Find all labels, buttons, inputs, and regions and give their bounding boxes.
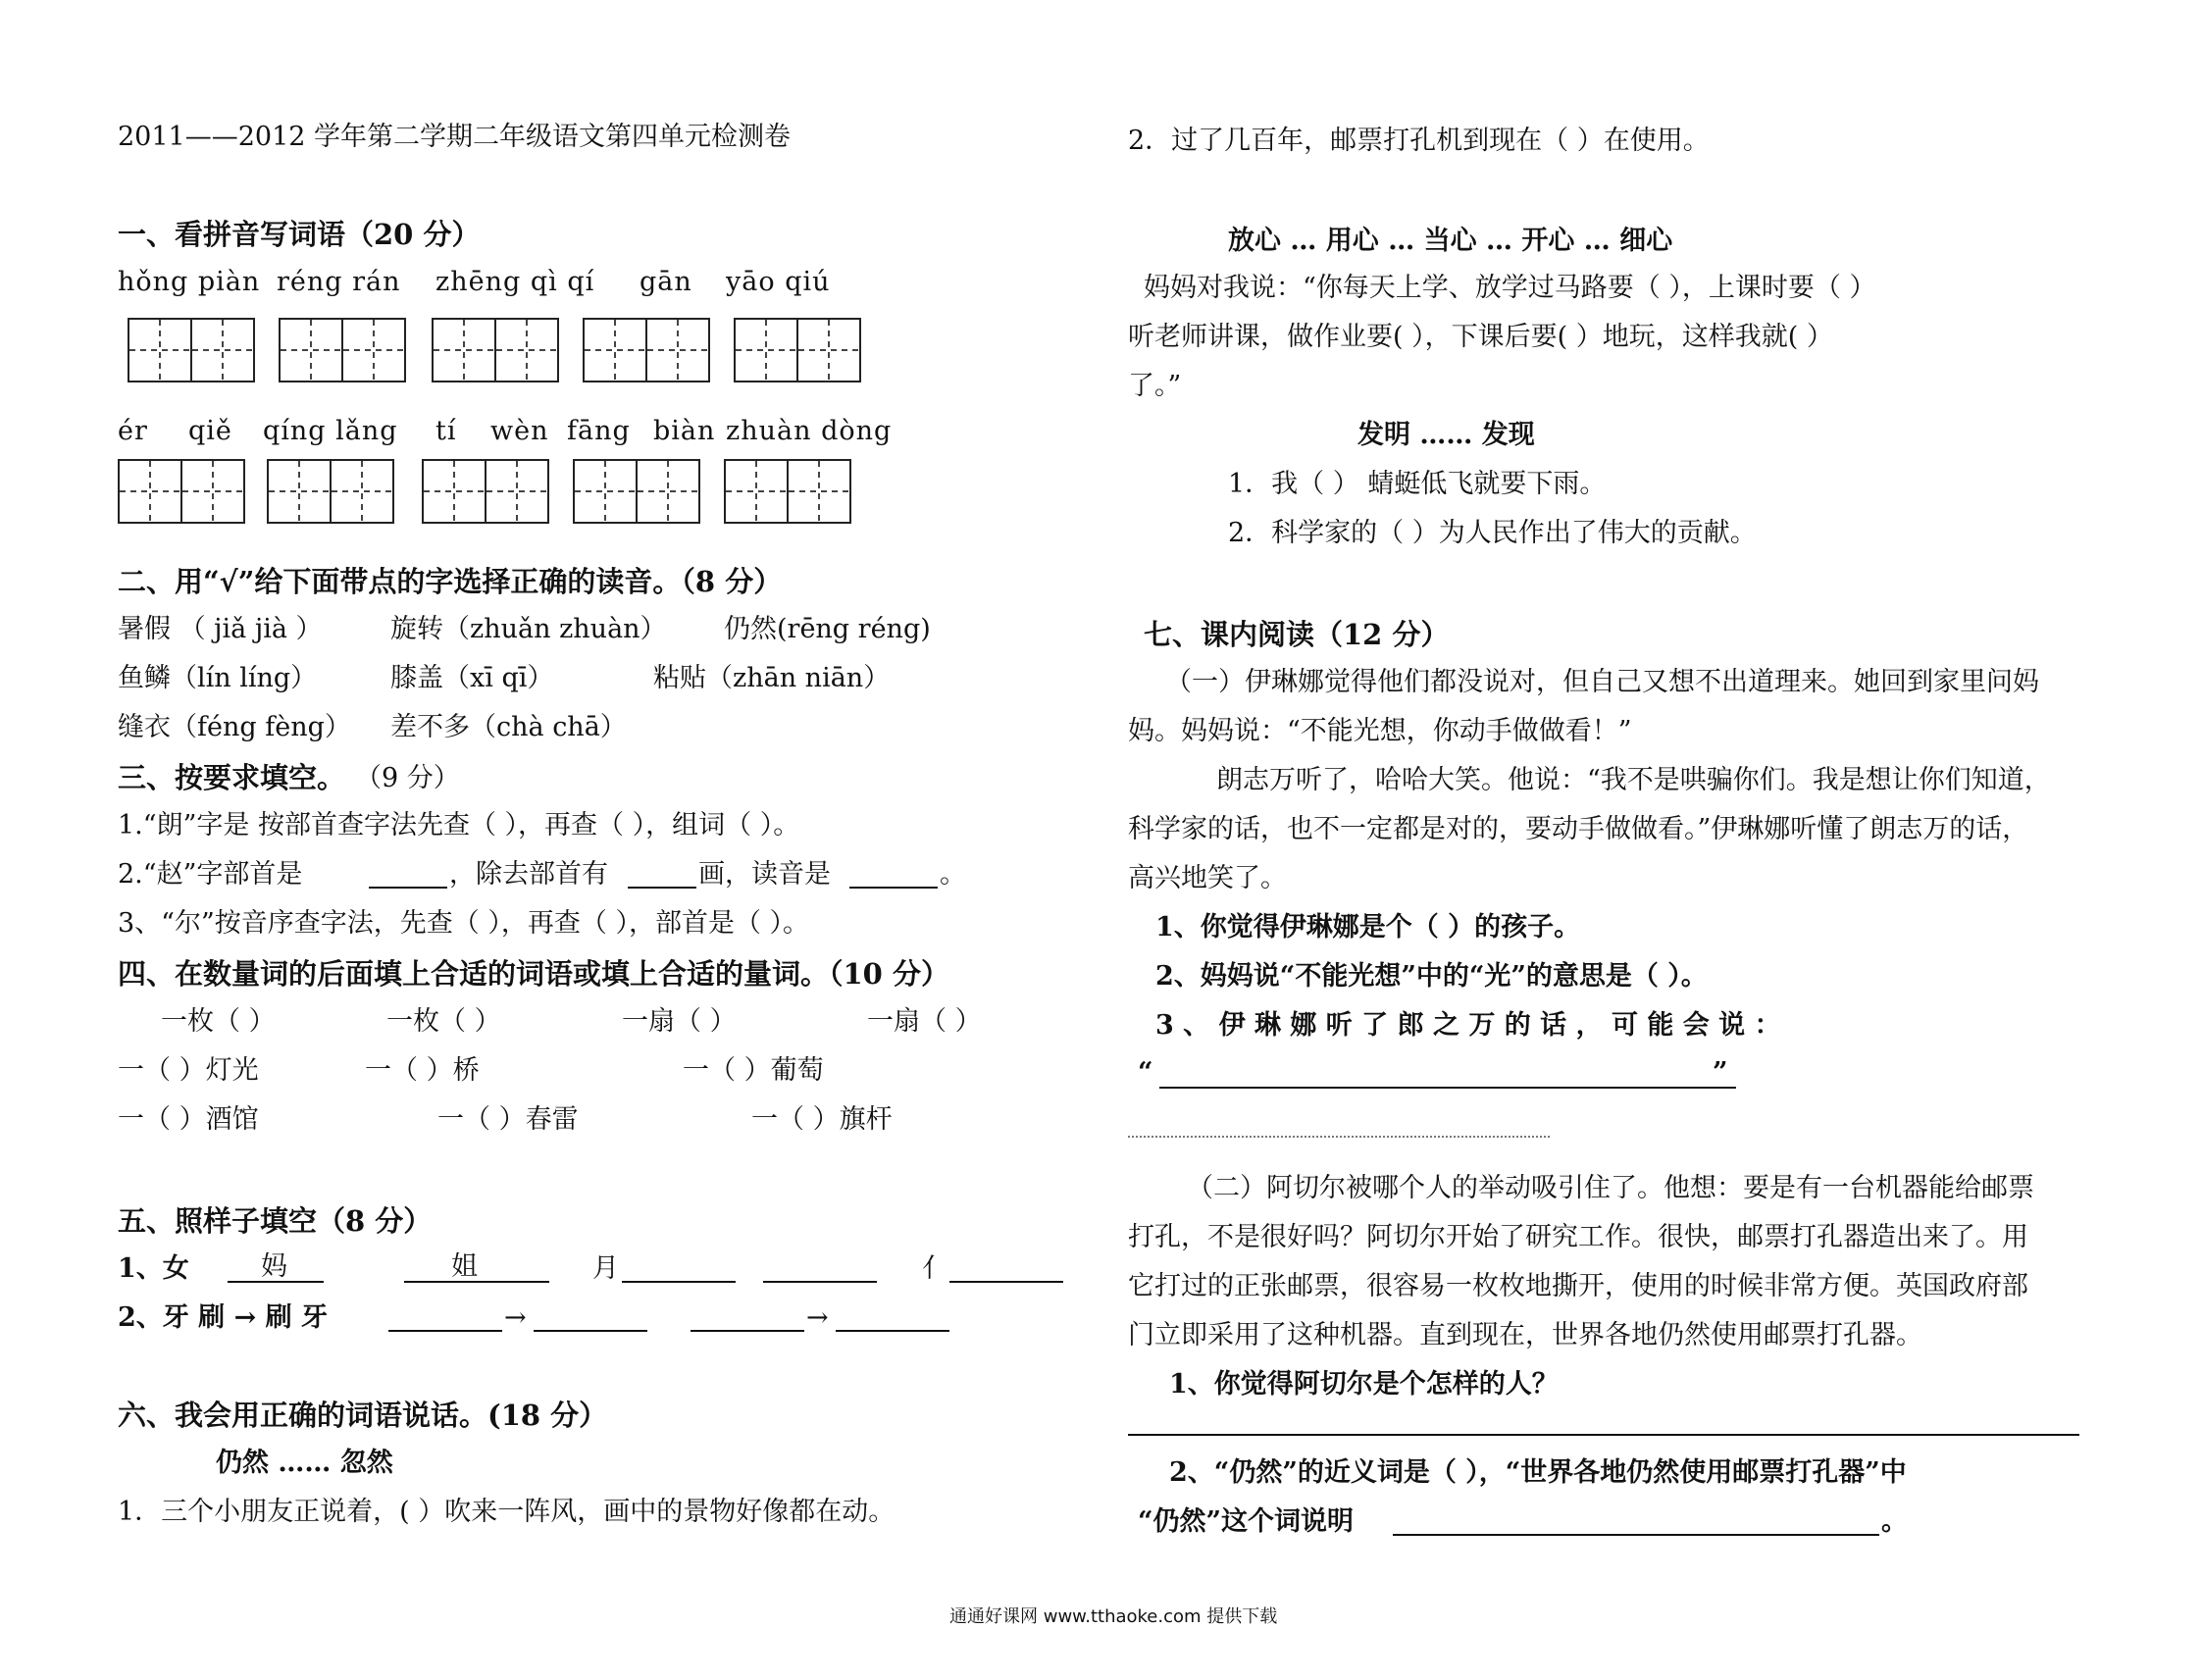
pinyin-5: yāo qiú <box>726 267 831 297</box>
s7-question-5-line2: “仍然”这个词说明 <box>1138 1506 1355 1537</box>
section1-heading: 一、看拼音写词语（20 分） <box>118 218 481 251</box>
s3-q2-part1: 2.“赵”字部首是 <box>118 859 303 890</box>
reading-item: 暑假 （ jiǎ jià ） <box>118 614 323 644</box>
answer-blank[interactable] <box>763 1281 877 1283</box>
footer-credit: 通通好课网 www.tthaoke.com 提供下载 <box>949 1606 1278 1627</box>
writing-grid-4[interactable] <box>583 318 708 382</box>
pinyin-11: fāng <box>567 416 631 446</box>
writing-grid-9[interactable] <box>573 459 698 524</box>
passage2-line4: 门立即采用了这种机器。直到现在，世界各地仍然使用邮票打孔器。 <box>1128 1320 1922 1350</box>
radical-person: 亻 <box>922 1253 948 1284</box>
writing-grid-7[interactable] <box>267 459 392 524</box>
pinyin-2: réng rán <box>277 267 401 297</box>
section3-heading: 三、按要求填空。 <box>118 761 346 794</box>
measure-item: 一（ ）旗杆 <box>751 1104 893 1135</box>
answer-line[interactable] <box>1393 1534 1879 1536</box>
pinyin-4: gān <box>640 267 692 297</box>
s6-paragraph-line3: 了。” <box>1128 371 1182 401</box>
writing-grid-3[interactable] <box>432 318 557 382</box>
section7-heading: 七、课内阅读（12 分） <box>1144 618 1450 651</box>
measure-item: 一（ ）葡萄 <box>683 1055 824 1086</box>
measure-item: 一扇（ ） <box>622 1006 737 1037</box>
answer-blank[interactable] <box>628 887 696 889</box>
s6-paragraph-line1: 妈妈对我说：“你每天上学、放学过马路要（ ），上课时要（ ） <box>1144 273 1876 303</box>
measure-item: 一（ ）酒馆 <box>118 1104 259 1135</box>
writing-grid-1[interactable] <box>128 318 253 382</box>
pinyin-13: zhuàn dòng <box>726 416 893 446</box>
answer-blank[interactable] <box>836 1330 949 1332</box>
pinyin-12: biàn <box>653 416 716 446</box>
measure-item: 一枚（ ） <box>386 1006 501 1037</box>
measure-item: 一扇（ ） <box>867 1006 982 1037</box>
passage1-line3: 朗志万听了，哈哈大笑。他说：“我不是哄骗你们。我是想让你们知道， <box>1216 765 2051 795</box>
measure-item: 一（ ）桥 <box>365 1055 480 1086</box>
section5-heading: 五、照样子填空（8 分） <box>118 1204 433 1238</box>
quote-close: ” <box>1713 1057 1728 1088</box>
s7-question-5-line1: 2、“仍然”的近义词是（ ），“世界各地仍然使用邮票打孔器”中 <box>1169 1457 1907 1488</box>
answer-blank[interactable] <box>849 887 938 889</box>
example-word-2: 姐 <box>451 1251 478 1282</box>
s3-q2-part4: 。 <box>940 859 966 890</box>
section6-heading: 六、我会用正确的词语说话。(18 分） <box>118 1399 608 1432</box>
reading-item: 差不多（chà chā） <box>390 712 627 742</box>
s3-q2-part2: ，除去部首有 <box>449 859 608 890</box>
pinyin-1: hǒng piàn <box>118 267 261 297</box>
passage2-line3: 它打过的正张邮票，很容易一枚枚地撕开，使用的时候非常方便。英国政府部 <box>1128 1271 2028 1301</box>
reading-item: 仍然(rēng réng) <box>724 614 931 644</box>
s6-paragraph-line2: 听老师讲课，做作业要( ），下课后要( ）地玩，这样我就( ） <box>1128 322 1833 352</box>
s3-q2-part3: 画，读音是 <box>698 859 831 890</box>
section3-score: （9 分） <box>355 763 460 793</box>
s7-question-4: 1、你觉得阿切尔是个怎样的人？ <box>1169 1369 1559 1400</box>
reading-item: 旋转（zhuǎn zhuàn） <box>390 614 667 644</box>
writing-grid-10[interactable] <box>724 459 849 524</box>
s3-question-3: 3、“尔”按音序查字法，先查（ ），再查（ ），部首是（ ）。 <box>118 908 810 939</box>
answer-line[interactable] <box>1128 1434 2079 1436</box>
s7-question-2: 2、妈妈说“不能光想”中的“光”的意思是（ ）。 <box>1155 961 1708 992</box>
measure-item: 一（ ）灯光 <box>118 1055 259 1086</box>
writing-grid-8[interactable] <box>422 459 547 524</box>
s6-question-3: 1．我（ ） 蜻蜓低飞就要下雨。 <box>1228 469 1607 499</box>
s6-question-2: 2．过了几百年，邮票打孔机到现在（ ）在使用。 <box>1128 126 1710 156</box>
s5-row2-label: 2、牙 刷 → 刷 牙 <box>118 1302 329 1333</box>
measure-item: 一枚（ ） <box>161 1006 276 1037</box>
s3-question-1: 1.“朗”字是 按部首查字法先查（ ），再查（ ），组词（ ）。 <box>118 810 800 840</box>
answer-blank[interactable] <box>388 1330 502 1332</box>
answer-blank[interactable] <box>369 887 447 889</box>
pinyin-8: qíng lǎng <box>263 416 398 446</box>
answer-blank[interactable] <box>691 1330 804 1332</box>
word-choice-2: 放心 … 用心 … 当心 … 开心 … 细心 <box>1228 226 1673 256</box>
reading-item: 膝盖（xī qī） <box>390 663 554 693</box>
passage1-line1: （一）伊琳娜觉得他们都没说对，但自己又想不出道理来。她回到家里问妈 <box>1165 667 2039 697</box>
pinyin-3: zhēng qì qí <box>435 267 595 297</box>
passage1-line2: 妈。妈妈说：“不能光想，你动手做做看！” <box>1128 716 1632 746</box>
arrow: → <box>806 1302 829 1333</box>
pinyin-6: ér <box>118 416 148 446</box>
s6-question-4: 2．科学家的（ ）为人民作出了伟大的贡献。 <box>1228 518 1757 548</box>
radical-moon: 月 <box>592 1253 619 1284</box>
pinyin-9: tí <box>435 416 457 446</box>
pinyin-7: qiě <box>188 416 232 446</box>
dotted-answer-line[interactable] <box>1128 1136 1550 1138</box>
passage1-line4: 科学家的话，也不一定都是对的，要动手做做看。”伊琳娜听懂了朗志万的话， <box>1128 814 2029 844</box>
quote-open: “ <box>1138 1057 1153 1088</box>
word-choice-3: 发明 …… 发现 <box>1357 420 1535 450</box>
pinyin-10: wèn <box>490 416 549 446</box>
period: 。 <box>1881 1506 1908 1537</box>
measure-item: 一（ ）春雷 <box>437 1104 579 1135</box>
passage2-line2: 打孔，不是很好吗？阿切尔开始了研究工作。很快，邮票打孔器造出来了。用 <box>1128 1222 2028 1252</box>
s7-question-1: 1、你觉得伊琳娜是个（ ）的孩子。 <box>1155 912 1581 942</box>
word-choice-1: 仍然 …… 忽然 <box>216 1448 393 1478</box>
s6-question-1: 1．三个小朋友正说着，( ）吹来一阵风，画中的景物好像都在动。 <box>118 1497 896 1527</box>
reading-item: 鱼鳞（lín líng） <box>118 663 318 693</box>
section4-heading: 四、在数量词的后面填上合适的词语或填上合适的量词。（10 分） <box>118 957 949 991</box>
answer-line[interactable] <box>1159 1087 1736 1089</box>
writing-grid-6[interactable] <box>118 459 243 524</box>
answer-blank[interactable] <box>622 1281 736 1283</box>
reading-item: 缝衣（féng fèng） <box>118 712 351 742</box>
passage2-line1: （二）阿切尔被哪个人的举动吸引住了。他想：要是有一台机器能给邮票 <box>1187 1173 2034 1203</box>
answer-blank[interactable] <box>949 1281 1063 1283</box>
document-title: 2011——2012 学年第二学期二年级语文第四单元检测卷 <box>118 122 792 152</box>
s7-question-3: 3 、 伊 琳 娜 听 了 郎 之 万 的 话 ， 可 能 会 说 ： <box>1155 1010 1781 1041</box>
s5-row1-label: 1、女 <box>118 1253 189 1284</box>
passage1-line5: 高兴地笑了。 <box>1128 863 1287 893</box>
writing-grid-5[interactable] <box>734 318 859 382</box>
section2-heading: 二、用“√”给下面带点的字选择正确的读音。（8 分） <box>118 565 783 598</box>
example-word-1: 妈 <box>261 1251 287 1282</box>
answer-blank[interactable] <box>534 1330 647 1332</box>
writing-grid-2[interactable] <box>279 318 404 382</box>
reading-item: 粘贴（zhān niān） <box>653 663 891 693</box>
arrow: → <box>504 1302 527 1333</box>
